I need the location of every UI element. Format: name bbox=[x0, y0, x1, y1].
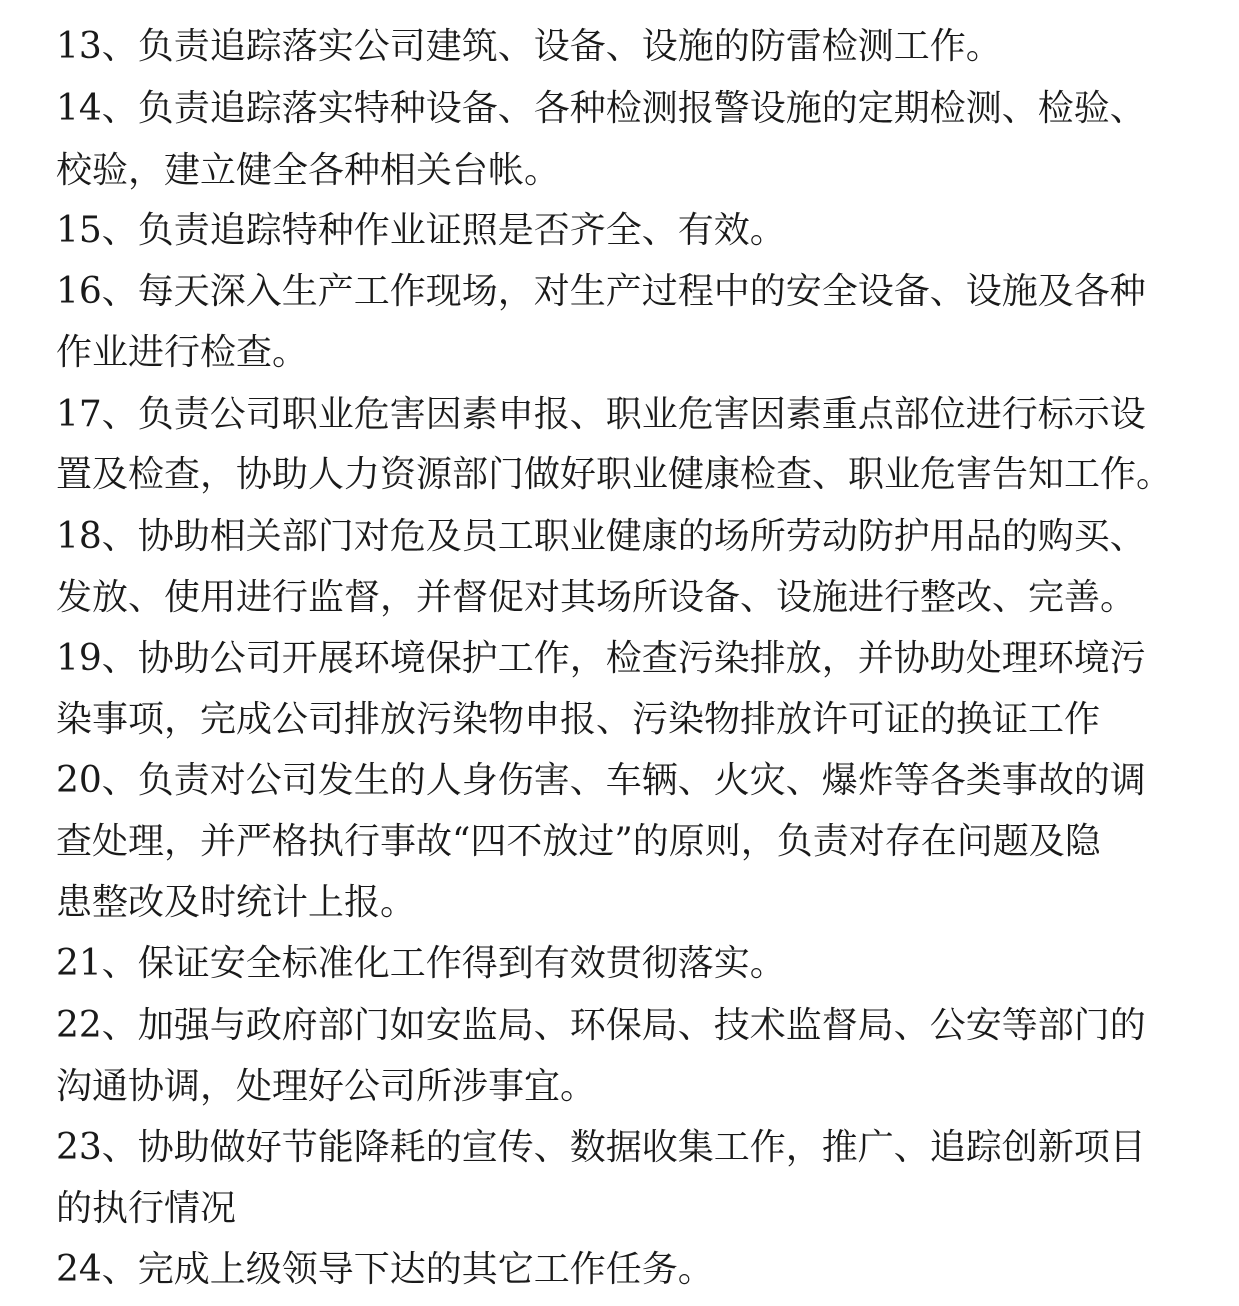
item-17-line-1: 17、负责公司职业危害因素申报、职业危害因素重点部位进行标示设 bbox=[56, 394, 1146, 435]
item-22-line-1: 22、加强与政府部门如安监局、环保局、技术监督局、公安等部门的 bbox=[56, 1005, 1146, 1046]
item-24-line-1: 24、完成上级领导下达的其它工作任务。 bbox=[56, 1249, 714, 1290]
item-17-line-2: 置及检查，协助人力资源部门做好职业健康检查、职业危害告知工作。 bbox=[56, 454, 1173, 495]
item-19-line-1: 19、协助公司开展环境保护工作，检查污染排放，并协助处理环境污 bbox=[56, 638, 1146, 679]
item-22-line-2: 沟通协调，处理好公司所涉事宜。 bbox=[56, 1066, 597, 1107]
item-15-line-1: 15、负责追踪特种作业证照是否齐全、有效。 bbox=[56, 210, 786, 251]
item-18-line-1: 18、协助相关部门对危及员工职业健康的场所劳动防护用品的购买、 bbox=[56, 516, 1146, 557]
item-16-line-1: 16、每天深入生产工作现场，对生产过程中的安全设备、设施及各种 bbox=[56, 271, 1146, 312]
item-20-line-2: 查处理，并严格执行事故“四不放过”的原则，负责对存在问题及隐 bbox=[56, 821, 1101, 862]
item-18-line-2: 发放、使用进行监督，并督促对其场所设备、设施进行整改、完善。 bbox=[56, 577, 1137, 618]
item-16-line-2: 作业进行检查。 bbox=[56, 332, 309, 373]
item-20-line-3: 患整改及时统计上报。 bbox=[56, 882, 417, 923]
item-23-line-2: 的执行情况 bbox=[56, 1188, 237, 1229]
item-20-line-1: 20、负责对公司发生的人身伤害、车辆、火灾、爆炸等各类事故的调 bbox=[56, 760, 1146, 801]
item-14-line-2: 校验，建立健全各种相关台帐。 bbox=[56, 150, 561, 191]
item-13-line-1: 13、负责追踪落实公司建筑、设备、设施的防雷检测工作。 bbox=[56, 26, 1002, 67]
item-23-line-1: 23、协助做好节能降耗的宣传、数据收集工作，推广、追踪创新项目 bbox=[56, 1127, 1146, 1168]
item-14-line-1: 14、负责追踪落实特种设备、各种检测报警设施的定期检测、检验、 bbox=[56, 88, 1146, 129]
item-19-line-2: 染事项，完成公司排放污染物申报、污染物排放许可证的换证工作 bbox=[56, 699, 1101, 740]
item-21-line-1: 21、保证安全标准化工作得到有效贯彻落实。 bbox=[56, 943, 786, 984]
